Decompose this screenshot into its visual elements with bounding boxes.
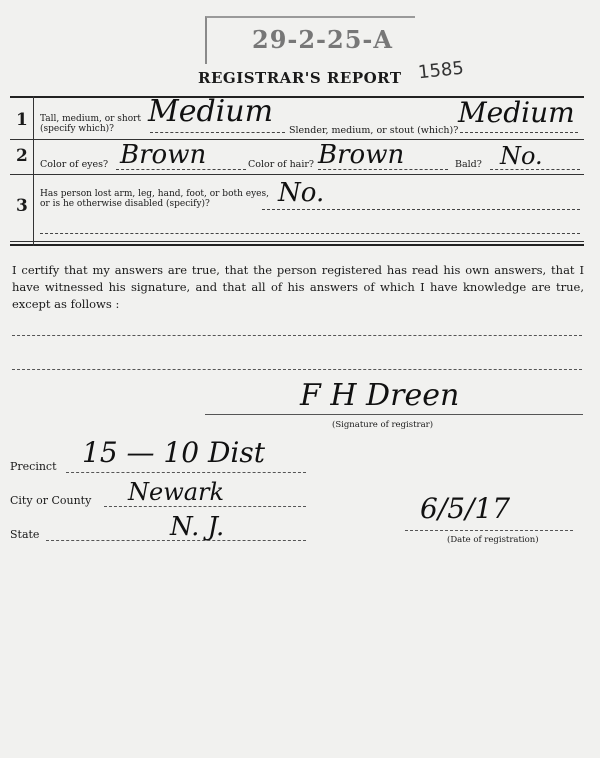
city-label: City or County [10,494,92,507]
precinct-label: Precinct [10,460,57,473]
bald-answer: No. [500,142,543,170]
disability-label: Has person lost arm, leg, hand, foot, or both eyes, or is he otherwise disabled (specify)? [40,189,269,209]
answer-line [490,168,580,170]
state-answer: N. J. [170,512,225,542]
row-number: 1 [16,110,28,130]
page-title: REGISTRAR'S REPORT [198,69,402,87]
disability-answer: No. [278,178,325,208]
exceptions-line [12,368,582,370]
eye-color-label: Color of eyes? [40,159,109,170]
precinct-line [66,471,306,473]
hair-color-answer: Brown [318,140,405,170]
state-line [46,539,306,541]
row-divider [10,241,584,242]
signature-line [205,413,583,415]
answer-line [262,208,580,210]
state-label: State [10,528,40,541]
signature-caption: (Signature of registrar) [332,420,434,430]
height-answer: Medium [148,94,274,129]
hair-color-label: Color of hair? [248,159,315,170]
city-line [104,505,306,507]
answer-line [116,168,246,170]
row-divider [10,174,584,175]
height-label: Tall, medium, or short (specify which)? [40,114,142,134]
date-line [405,529,573,531]
build-answer: Medium [458,96,575,129]
build-label: Slender, medium, or stout (which)? [289,125,459,136]
precinct-answer: 15 — 10 Dist [82,436,265,469]
eye-color-answer: Brown [120,140,207,170]
file-stamp: 29-2-25-A [205,16,415,64]
row-number: 3 [16,196,28,216]
row-divider [10,139,584,140]
answer-line [318,168,448,170]
exceptions-line [12,334,582,336]
answer-line [460,131,578,133]
certification-text: I certify that my answers are true, that the person registered has read his own answers, that I have witnessed his signature, and that all of his answers of which I have knowledge are true, except as follows : [12,263,584,311]
answer-line [150,131,285,133]
number-column-rule [33,96,34,246]
city-answer: Newark [128,478,225,506]
bald-label: Bald? [455,159,482,170]
row-number: 2 [16,146,28,166]
registration-date: 6/5/17 [420,492,511,525]
answer-line [40,232,580,234]
registrar-signature: F H Dreen [300,378,460,413]
date-caption: (Date of registration) [447,535,539,545]
margin-mark: 1585 [417,57,465,84]
